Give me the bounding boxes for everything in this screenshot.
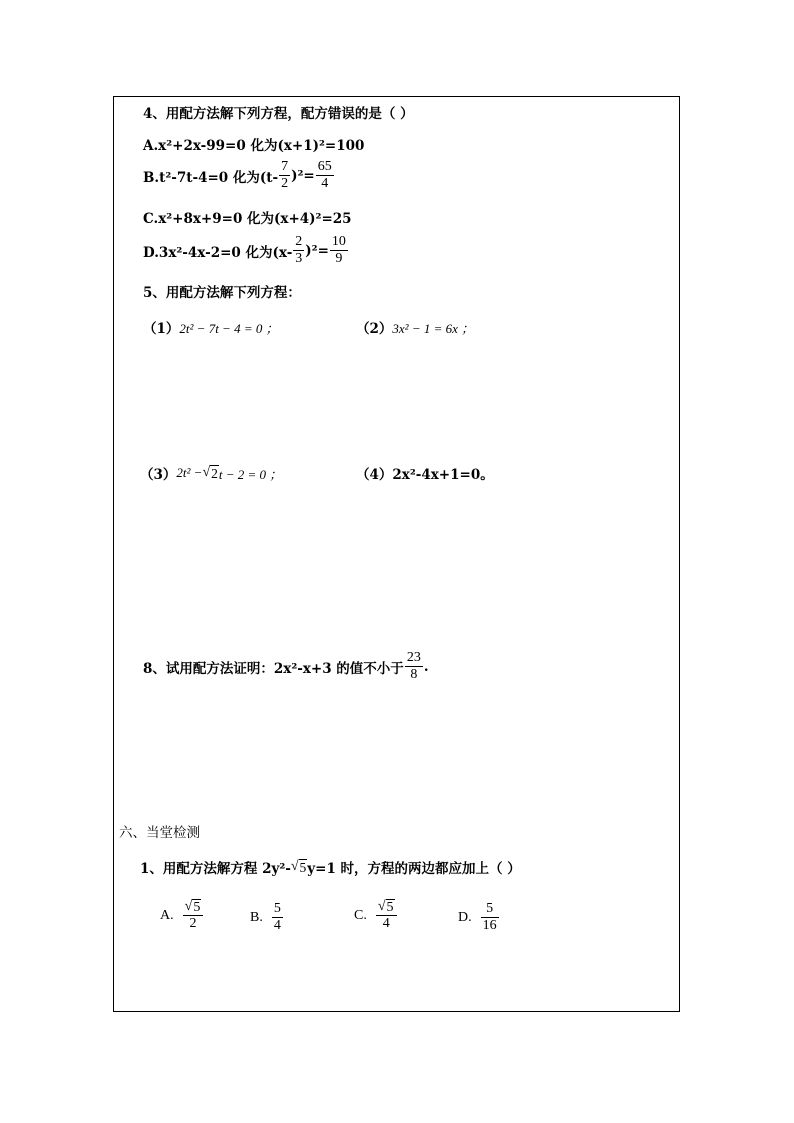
- fraction-denominator: 2: [281, 176, 289, 191]
- q4-option-d-fraction-2: [330, 234, 348, 267]
- sqrt-symbol: [378, 899, 395, 915]
- q4-option-d: [143, 234, 349, 267]
- q4-option-c: [143, 207, 352, 227]
- s6-q1-pre: 1、用配方法解方程 2y²-: [140, 861, 291, 877]
- radicand: 5: [386, 900, 394, 915]
- q5-title: [143, 281, 301, 301]
- radical-sign-icon: √: [202, 465, 211, 480]
- q8-period: .: [423, 658, 429, 675]
- fraction-denominator: 2: [189, 916, 197, 931]
- fraction-denominator: 9: [335, 251, 343, 266]
- section-6-title: [119, 821, 200, 841]
- radicand: 5: [299, 860, 307, 875]
- section-6-title-text: 六、当堂检测: [119, 825, 200, 841]
- q5-part-1-equation: 2t² − 7t − 4 = 0 ；: [179, 320, 279, 336]
- q8-fraction: [405, 650, 423, 683]
- fraction-numerator: 2: [295, 234, 303, 249]
- q4-option-b-pre: B.t²-7t-4=0 化为(t-: [143, 169, 279, 186]
- option-label: B.: [250, 909, 263, 925]
- q5-part-2-label: （2）: [356, 321, 393, 337]
- s6-option-b: [250, 901, 284, 934]
- s6-q1-post: y=1 时，方程的两边都应加上（ ）: [307, 861, 521, 877]
- q4-option-b: [143, 159, 335, 192]
- q5-title-text: 5、用配方法解下列方程：: [143, 285, 301, 301]
- fraction-numerator: 65: [317, 159, 332, 174]
- q5-part-4-label: （4）: [356, 467, 393, 483]
- radicand: 5: [193, 900, 201, 915]
- q4-title-text: 4、用配方法解下列方程，配方错误的是（ ）: [143, 106, 414, 122]
- q4-option-a-text: A.x²+2x-99=0 化为(x+1)²=100: [143, 138, 365, 154]
- q8-text: 8、试用配方法证明：2x²-x+3 的值不小于: [143, 660, 404, 677]
- q5-part-1: [143, 317, 279, 337]
- fraction-numerator: 7: [281, 159, 289, 174]
- q5-part-3-label: （3）: [140, 467, 177, 483]
- option-fraction: [376, 899, 397, 932]
- q5-part-4: [356, 463, 494, 483]
- fraction-numerator: [183, 899, 204, 915]
- q4-option-b-mid: )²=: [291, 167, 315, 184]
- fraction-denominator: 4: [321, 176, 329, 191]
- section-6-question-1: [140, 857, 521, 877]
- option-fraction: [183, 899, 204, 932]
- q4-option-b-fraction-2: [316, 159, 334, 192]
- q5-part-4-equation: 2x²-4x+1=0。: [392, 467, 494, 483]
- option-label: A.: [160, 907, 174, 923]
- q5-part-2-equation: 3x² − 1 = 6x ；: [392, 320, 475, 336]
- radical-sign-icon: √: [377, 899, 386, 914]
- q4-option-c-text: C.x²+8x+9=0 化为(x+4)²=25: [143, 211, 352, 227]
- fraction-numerator: 10: [331, 234, 346, 249]
- sqrt-symbol: [185, 899, 202, 915]
- q5-part-2: [356, 317, 474, 337]
- fraction-denominator: 16: [482, 918, 497, 933]
- radical-sign-icon: √: [290, 859, 299, 874]
- s6-option-d: [458, 901, 500, 934]
- q4-option-d-pre: D.3x²-4x-2=0 化为(x-: [143, 244, 293, 261]
- fraction-denominator: 8: [410, 667, 418, 682]
- q5-part-3-equation-post: t − 2 = 0 ；: [218, 466, 283, 482]
- s6-option-c: [354, 899, 398, 932]
- q8: [143, 650, 429, 683]
- fraction-denominator: 4: [382, 916, 390, 931]
- fraction-numerator: [376, 899, 397, 915]
- q4-option-a: [143, 134, 364, 154]
- q4-title: [143, 102, 414, 122]
- fraction-numerator: 5: [273, 901, 281, 916]
- option-label: C.: [354, 907, 367, 923]
- option-fraction: [481, 901, 499, 934]
- fraction-numerator: 23: [406, 650, 421, 665]
- fraction-numerator: 5: [486, 901, 494, 916]
- q5-part-3: [140, 463, 282, 483]
- sqrt-symbol: [202, 465, 218, 481]
- q4-option-d-mid: )²=: [305, 242, 329, 259]
- radicand: 2: [211, 466, 218, 481]
- fraction-denominator: 3: [295, 251, 303, 266]
- option-fraction: [272, 901, 283, 934]
- q4-option-d-fraction-1: [293, 234, 304, 267]
- option-label: D.: [458, 909, 472, 925]
- s6-option-a: [160, 899, 204, 932]
- q4-option-b-fraction-1: [279, 159, 290, 192]
- sqrt-symbol: [291, 859, 307, 875]
- radical-sign-icon: √: [184, 899, 193, 914]
- q5-part-1-label: （1）: [143, 321, 180, 337]
- fraction-denominator: 4: [273, 918, 281, 933]
- q5-part-3-equation-pre: 2t² −: [176, 465, 203, 480]
